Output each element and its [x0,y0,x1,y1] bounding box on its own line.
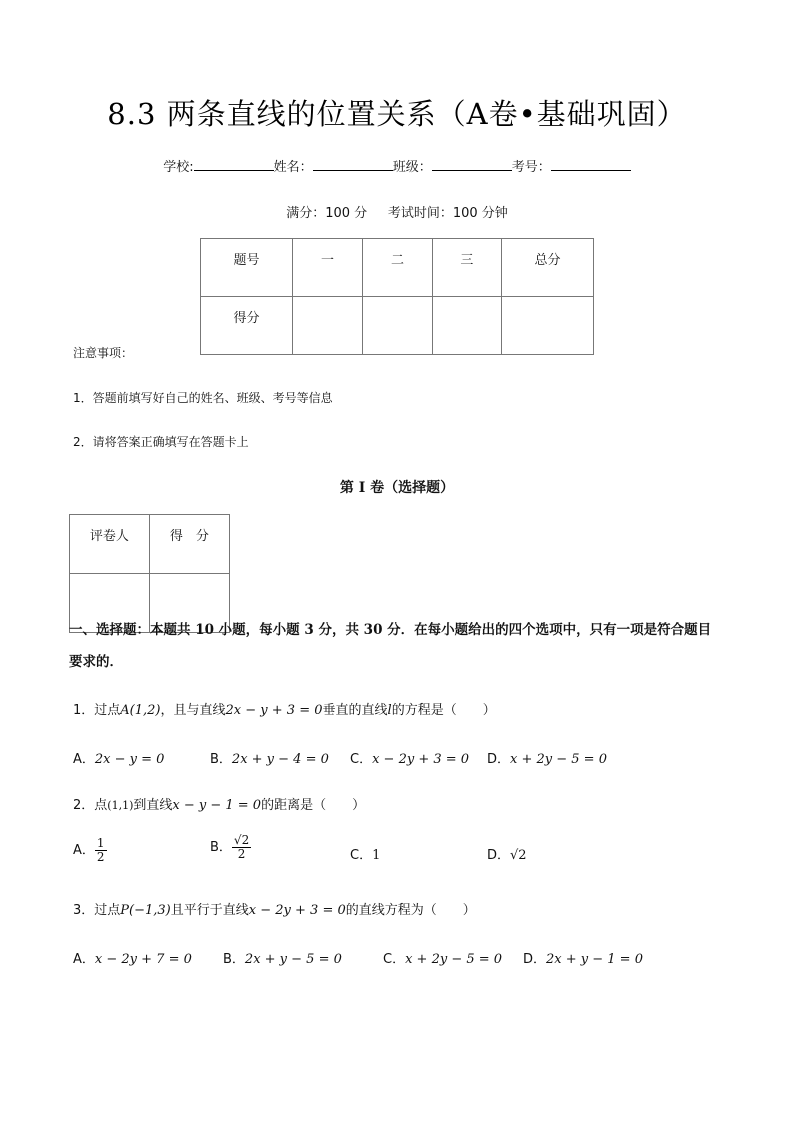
option-d[interactable] [523,948,643,967]
option-label: A． [73,843,95,858]
option-label: C． [383,952,406,967]
question-text: 且平行于直线 [170,903,249,918]
option-label: B． [210,840,232,855]
class-label: 班级： [392,160,432,175]
option-label: D． [487,848,511,863]
option-math: 2x − y = 0 [94,752,165,767]
fraction-numerator: 1 [96,836,105,850]
option-d[interactable] [487,844,527,863]
question-number: 3． [73,903,95,918]
option-b[interactable] [210,748,329,767]
question-text: 的方程是（ ） [391,703,496,718]
score-time-line: 满分：100 分 考试时间：100 分钟 [286,206,508,221]
option-label: C． [350,752,373,767]
score-cell [363,297,433,355]
exam-no-label: 考号： [511,160,551,175]
exam-no-blank [551,158,631,171]
math-equation: x − 2y + 3 = 0 [248,903,346,918]
question-3 [73,899,476,918]
option-math: 2x + y − 1 = 0 [546,952,643,967]
option-math: 2x + y − 4 = 0 [231,752,329,767]
score-cell [432,297,501,355]
school-blank [194,158,274,171]
option-b[interactable] [210,834,251,861]
fraction-denominator: 2 [237,847,246,861]
class-blank [432,158,512,171]
name-label: 姓名： [273,160,313,175]
option-math: √2 [510,848,527,863]
option-label: D． [487,752,511,767]
option-a[interactable] [73,837,107,864]
option-label: D． [523,952,547,967]
math-point: (1,1) [107,799,134,812]
option-math: x + 2y − 5 = 0 [405,952,503,967]
name-blank [313,158,393,171]
question-text: 过点 [94,703,121,718]
option-c[interactable] [383,948,502,967]
score-header-cell: 二 [363,239,433,297]
math-variable: l [387,703,392,718]
option-c[interactable] [350,844,380,863]
question-text: 到直线 [133,798,173,813]
reviewer-table [69,514,230,633]
section-heading: 一、选择题：本题共 10 小题，每小题 3 分，共 30 分．在每小题给出的四个选项中，只有一项是符合题目 [69,622,712,638]
score-header-cell: 一 [293,239,363,297]
reviewer-table-header-row [70,515,230,574]
question-1 [73,699,496,718]
fraction [95,837,107,864]
option-a[interactable] [73,948,192,967]
section-heading-cont: 要求的． [69,654,123,670]
reviewer-label: 评卷人 [70,515,150,574]
score-header-cell: 题号 [201,239,293,297]
option-label: B． [210,752,232,767]
question-text: 点 [94,798,108,813]
score-table-value-row [201,297,594,355]
page-title: 8.3 两条直线的位置关系（A卷•基础巩固） [107,97,687,131]
option-d[interactable] [487,748,607,767]
option-math: 1 [372,848,381,863]
fraction-numerator: √2 [233,833,250,847]
option-math: x + 2y − 5 = 0 [510,752,607,767]
math-equation: 2x − y + 3 = 0 [225,703,323,718]
question-text: 垂直的直线 [322,703,388,718]
question-text: 的距离是（ ） [261,798,366,813]
note-item: 2．请将答案正确填写在答题卡上 [73,435,249,449]
notes-heading: 注意事项： [73,346,134,360]
option-label: C． [350,848,373,863]
question-number: 2． [73,798,95,813]
question-text: ，且与直线 [160,703,226,718]
question-number: 1． [73,703,95,718]
question-text: 的直线方程为（ ） [345,903,476,918]
option-c[interactable] [350,748,469,767]
fraction [232,834,251,861]
question-2 [73,794,365,813]
question-text: 过点 [94,903,121,918]
score-table [200,238,594,355]
option-math: x − 2y + 7 = 0 [94,952,192,967]
score-row-label: 得分 [201,297,293,355]
option-a[interactable] [73,748,164,767]
reviewer-score-label: 得 分 [149,515,229,574]
option-label: A． [73,752,95,767]
score-header-cell: 总分 [501,239,593,297]
score-cell [293,297,363,355]
option-math: 2x + y − 5 = 0 [244,952,342,967]
math-point: P(−1,3) [120,903,171,918]
score-header-cell: 三 [432,239,501,297]
fraction-denominator: 2 [96,850,105,864]
math-point: A(1,2) [120,703,161,718]
school-label: 学校: [163,160,194,175]
score-cell [501,297,593,355]
score-table-header-row [201,239,594,297]
option-label: A． [73,952,95,967]
option-label: B． [223,952,245,967]
option-math: x − 2y + 3 = 0 [372,752,470,767]
note-item: 1．答题前填写好自己的姓名、班级、考号等信息 [73,391,333,405]
option-b[interactable] [223,948,342,967]
math-equation: x − y − 1 = 0 [172,798,262,813]
student-info-line [0,156,794,175]
part-title: 第 I 卷（选择题） [339,480,455,496]
